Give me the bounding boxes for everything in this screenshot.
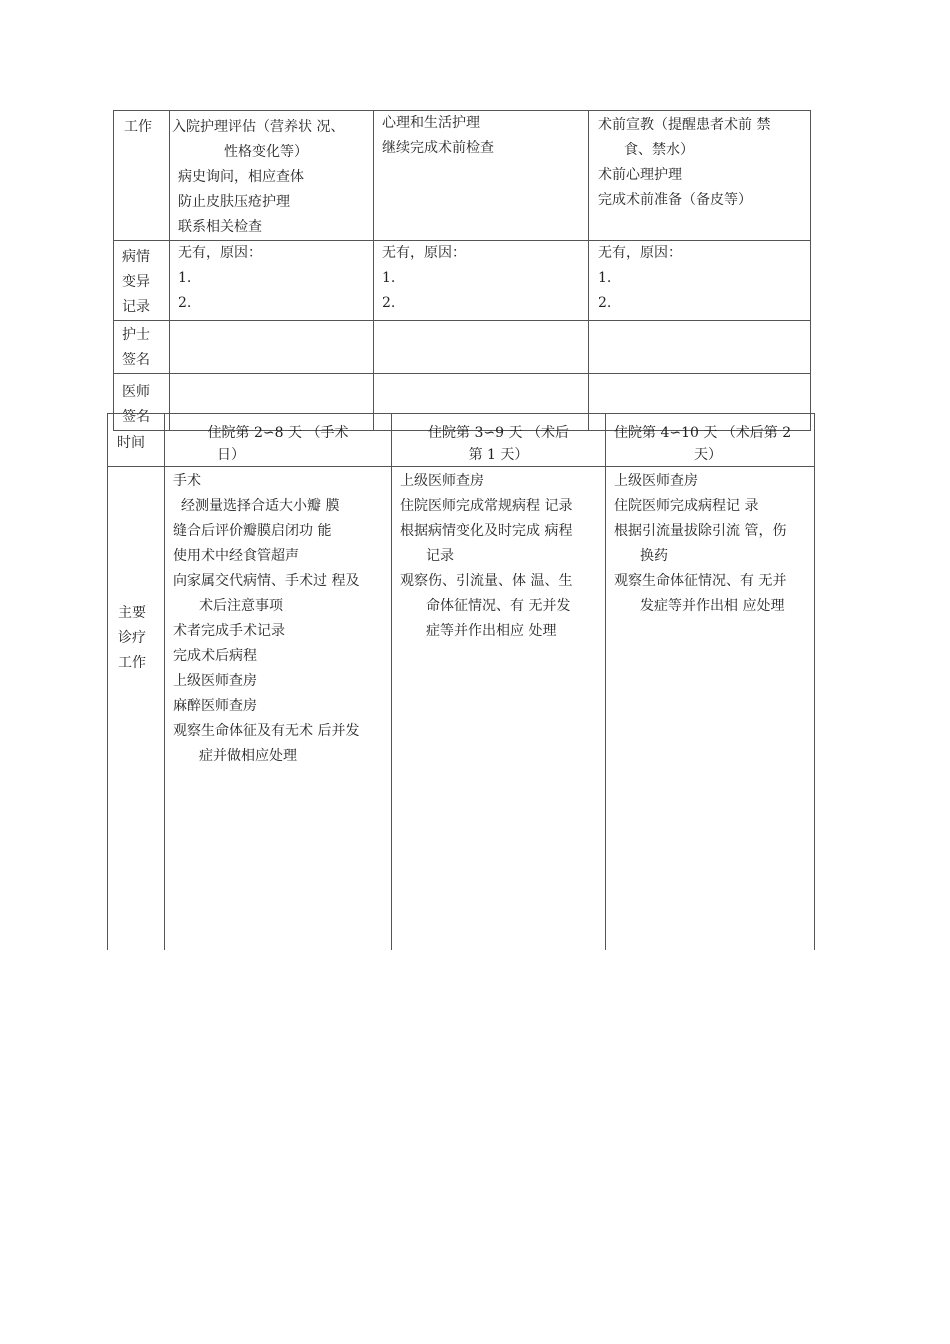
header-col1-line-2: 日） (217, 447, 245, 463)
row-main-work (108, 467, 815, 951)
row-label-nurse-sign (114, 321, 170, 374)
header-col2-line-1: 住院第 3∽9 天 （术后 (428, 425, 569, 441)
work-col1-line-5: 联系相关检查 (178, 219, 262, 235)
main-col1-line-2: 经测量选择合适大小瓣 膜 (181, 498, 340, 514)
main-col1-line-11: 观察生命体征及有无术 后并发 (173, 723, 360, 739)
row-label-variance (114, 241, 170, 321)
row-work (114, 111, 811, 241)
cell-main-col3 (606, 467, 815, 951)
variance-col1-item-1: 1. (178, 270, 192, 286)
work-col3-line-1: 术前宣教（提醒患者术前 禁 (598, 117, 771, 133)
nurse-sign-col1 (170, 321, 374, 374)
main-col1-line-6: 术后注意事项 (199, 598, 283, 614)
main-col1-line-9: 上级医师查房 (173, 673, 257, 689)
label-time: 时间 (117, 435, 145, 451)
variance-col1-reason: 无有，原因： (178, 245, 262, 261)
work-col3-line-2: 食、禁水） (624, 142, 694, 158)
header-col2-line-2: 第 1 天） (468, 447, 529, 463)
cell-variance-col1 (170, 241, 374, 321)
variance-col2-reason: 无有，原因： (382, 245, 466, 261)
row-variance (114, 241, 811, 321)
label-main-1: 主要 (118, 605, 146, 621)
cell-main-col1 (165, 467, 392, 951)
main-col3-line-2: 住院医师完成病程记 录 (614, 498, 759, 514)
header-day-col2 (392, 414, 606, 467)
variance-col1-item-2: 2. (178, 295, 192, 311)
main-col2-line-1: 上级医师查房 (400, 473, 484, 489)
variance-col3-reason: 无有，原因： (598, 245, 682, 261)
label-main-2: 诊疗 (118, 630, 146, 646)
work-col1-line-3: 病史询问，相应查体 (178, 169, 304, 185)
cell-variance-col2 (374, 241, 589, 321)
work-col3-line-3: 术前心理护理 (598, 167, 682, 183)
header-col1-line-1: 住院第 2∽8 天 （手术 (207, 425, 349, 441)
cell-work-col1 (170, 111, 374, 241)
header-day-col1 (165, 414, 392, 467)
nurse-sign-col2 (374, 321, 589, 374)
main-col2-line-5: 观察伤、引流量、体 温、生 (400, 573, 573, 589)
main-col2-line-6: 命体征情况、有 无并发 (426, 598, 571, 614)
work-col1-line-2: 性格变化等） (224, 144, 308, 160)
main-col1-line-3: 缝合后评价瓣膜启闭功 能 (173, 523, 332, 539)
label-doctor-sign-2: 签名 (122, 409, 150, 425)
variance-col2-item-2: 2. (382, 295, 396, 311)
cell-main-col2 (392, 467, 606, 951)
header-col3-line-1: 住院第 4∽10 天 （术后第 2 (614, 425, 792, 441)
work-col2-line-1: 心理和生活护理 (382, 115, 480, 131)
main-col1-line-5: 向家属交代病情、手术过 程及 (173, 573, 360, 589)
label-main-3: 工作 (118, 655, 146, 671)
main-col3-line-1: 上级医师查房 (614, 473, 698, 489)
main-col2-line-2: 住院医师完成常规病程 记录 (400, 498, 573, 514)
main-col2-line-4: 记录 (426, 548, 454, 564)
label-variance-3: 记录 (122, 299, 150, 315)
main-col1-line-10: 麻醉医师查房 (173, 698, 257, 714)
main-col3-line-4: 换药 (640, 548, 668, 564)
work-col2-line-2: 继续完成术前检查 (382, 140, 494, 156)
nurse-sign-col3 (589, 321, 811, 374)
header-col3-line-2: 天） (694, 447, 722, 463)
row-label-time (108, 414, 165, 467)
work-col1-line-4: 防止皮肤压疮护理 (178, 194, 290, 210)
main-col1-line-7: 术者完成手术记录 (173, 623, 285, 639)
label-variance-2: 变异 (122, 274, 150, 290)
variance-col3-item-1: 1. (598, 270, 612, 286)
pathway-table-preop (113, 110, 811, 431)
main-col2-line-7: 症等并作出相应 处理 (426, 623, 557, 639)
row-label-main (108, 467, 165, 951)
main-col1-line-8: 完成术后病程 (173, 648, 257, 664)
header-day-col3 (606, 414, 815, 467)
main-col3-line-5: 观察生命体征情况、有 无并 (614, 573, 787, 589)
label-nurse-sign-1: 护士 (122, 327, 150, 343)
row-time-header (108, 414, 815, 467)
work-col3-line-4: 完成术前准备（备皮等） (598, 192, 752, 208)
main-col3-line-3: 根据引流量拔除引流 管，伤 (614, 523, 787, 539)
main-col3-line-6: 发症等并作出相 应处理 (640, 598, 785, 614)
label-variance-1: 病情 (122, 249, 150, 265)
row-label-work (114, 111, 170, 241)
cell-work-col3 (589, 111, 811, 241)
work-col1-line-1: 入院护理评估（营养状 况、 (172, 119, 345, 135)
label-work: 工作 (124, 119, 152, 135)
main-col1-line-12: 症并做相应处理 (199, 748, 297, 764)
cell-work-col2 (374, 111, 589, 241)
variance-col3-item-2: 2. (598, 295, 612, 311)
row-nurse-sign (114, 321, 811, 374)
main-col1-line-4: 使用术中经食管超声 (173, 548, 299, 564)
label-doctor-sign-1: 医师 (122, 384, 150, 400)
main-col2-line-3: 根据病情变化及时完成 病程 (400, 523, 573, 539)
label-nurse-sign-2: 签名 (122, 352, 150, 368)
pathway-table-postop (107, 413, 815, 950)
main-col1-line-1: 手术 (173, 473, 201, 489)
cell-variance-col3 (589, 241, 811, 321)
variance-col2-item-1: 1. (382, 270, 396, 286)
